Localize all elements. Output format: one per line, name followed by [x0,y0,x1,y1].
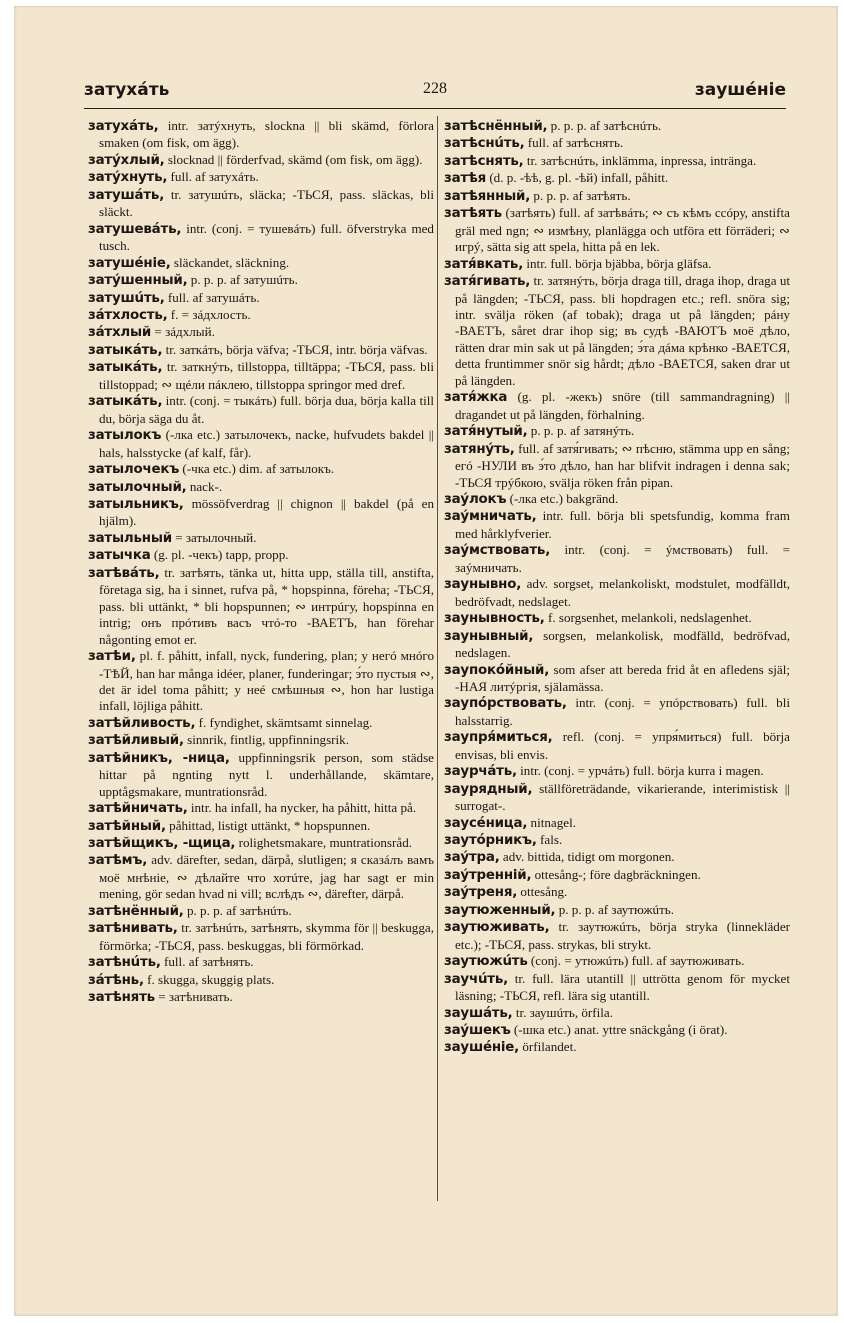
dictionary-entry [444,919,790,953]
dictionary-entry [88,989,434,1006]
entry-definition: = зáдхлый. [154,324,215,340]
entry-headword: затя́жка [444,390,508,406]
dictionary-entry [444,1039,790,1056]
entry-headword: заýшекъ [444,1023,511,1039]
entry-definition: ottesång-; före dagbräckningen. [534,866,701,882]
entry-definition: påhittad, listigt uttänkt, * hopspunnen. [169,817,371,833]
dictionary-entry [88,565,434,648]
entry-headword: заусéница, [444,815,528,831]
dictionary-entry [88,169,434,186]
entry-headword: заутюжúть [444,954,528,970]
dictionary-entry [444,135,790,152]
dictionary-entry [444,1022,790,1039]
entry-headword: затухáть, [88,119,159,134]
entry-definition: (-лка etc.) bakgränd. [509,490,619,506]
entry-headword: затылочекъ [88,462,180,478]
entry-headword: затыкáть, [88,360,163,376]
entry-definition: f. fyndighet, skämtsamt sinnelag. [198,714,373,730]
dictionary-entry [444,867,790,884]
entry-definition: sorgsen, melankolisk, modfälld, bedröfvad, nedslagen. [455,627,790,661]
entry-headword: затѣйливость, [88,715,196,731]
entry-definition: intr. (conj. = ýмствовать) full. = заýмничать. [455,542,790,575]
entry-definition: = затѣнивать. [158,989,233,1005]
entry-definition: intr. full. börja bli spetsfundig, komma fram med hårklyfverier. [455,508,790,541]
entry-definition: p. p. p. af затѣснúть. [550,118,662,133]
dictionary-entry [88,359,434,393]
entry-headword: затýхнуть, [88,170,168,186]
entry-definition: intr. (conj. = тыкáть) full. börja dua, börja kalla till du, börja säga du åt. [99,393,434,426]
dictionary-entry [88,954,434,971]
entry-headword: заýлокъ [444,491,507,507]
dictionary-entry [444,576,790,610]
dictionary-entry [444,153,790,170]
dictionary-entry [88,118,434,152]
entry-headword: затѣянный, [444,188,531,204]
dictionary-entry [444,256,790,273]
entry-headword: затѣнять [88,990,155,1006]
entry-headword: заупóрствовать, [444,696,567,712]
entry-definition: f. = зáдхлость. [170,306,251,322]
entry-headword: заунывность, [444,611,545,627]
entry-definition: p. p. p. af затянýть. [530,423,635,439]
entry-definition: full. af затя́гивать; ∾ пѣсню, stämma upp en sång; егó -НУЛИ въ э́то дѣло, han har blifvit indragen i denna sak; -ТЬСЯ трýбкою, svälja röken från pipan. [455,440,790,490]
dictionary-entry [444,662,790,696]
entry-headword: заýтра, [444,850,500,866]
entry-definition: intr. full. börja bjäbba, börja gläfsa. [526,255,712,271]
entry-headword: затыкáть, [88,394,163,410]
entry-definition: (-шка etc.) anat. yttre snäckgång (i örat). [513,1022,728,1038]
entry-headword: затянýть, [444,441,515,457]
entry-headword: затя́гивать, [444,274,531,290]
entry-headword: затѣи, [88,649,136,665]
entry-definition: nack-. [189,478,223,494]
dictionary-entry [88,920,434,954]
entry-definition: (g. pl. -чекъ) tapp, propp. [153,547,289,563]
entry-definition: full. af затѣнять. [164,954,254,970]
entry-headword: заутюженный, [444,902,556,918]
entry-definition: f. sorgsenhet, melankoli, nedslagenhet. [547,610,752,626]
entry-definition: adv. sorgset, melankoliskt, modstulet, modfälldt, bedröfvadt, nedslaget. [455,576,790,609]
entry-definition: tr. затянýть, börja draga till, draga ihop, draga ut på längden; -ТЬСЯ, pass. bli hopdragen etc.; refl. snöra sig; intr. svälja röken (af tobak); draga ut på längden; рáну -ВАЕТЪ, såret drar ihop sig; въ судѣ -ВАЮТЪ моё дѣло, rätten drar min sak ut på längden; э́та дáма крѣнко -ВАЕТСЯ, detta fruntimmer snör sig hårdt; дѣло -ВАЕТСЯ, saken drar ut på längden. [455,273,791,388]
entry-headword: затѣснúть, [444,136,525,152]
entry-definition: (d. p. -ѣѣ, g. pl. -ѣй) infall, påhitt. [489,170,669,186]
entry-definition: tr. затѣснúть, inklämma, inpressa, intränga. [526,152,757,168]
entry-headword: затѣснять, [444,153,524,169]
dictionary-entry [88,648,434,715]
entry-headword: затѣнивать, [88,921,178,937]
dictionary-entry [444,729,790,763]
dictionary-entry [444,849,790,866]
dictionary-entry [444,832,790,849]
dictionary-entry [88,530,434,547]
dictionary-entry [444,695,790,729]
entry-headword: заýмничать, [444,509,537,525]
entry-headword: заýтренній, [444,867,532,883]
dictionary-entry [444,423,790,440]
dictionary-entry [444,610,790,627]
dictionary-entry [444,763,790,780]
entry-definition: intr. (conj. = урчáть) full. börja kurra i magen. [520,763,764,779]
entry-definition: ställföreträdande, vikarierande, interimistisk || surrogat-. [455,780,791,814]
header-right-guideword: заушéніе [694,80,786,100]
entry-headword: затушáть, [88,187,165,203]
entry-headword: заунывный, [444,628,534,644]
dictionary-entry [444,971,790,1005]
entry-definition: adv. bittida, tidigt om morgonen. [502,849,675,865]
entry-headword: заурчáть, [444,764,517,780]
entry-headword: зáтхлость, [88,307,168,323]
entry-definition: mössöfverdrag || chignon || bakdel (på en hjälm). [99,495,434,529]
dictionary-entry [88,852,434,902]
entry-definition: tr. заутюжúть, börja stryka (linnekläder etc.); -ТЬСЯ, pass. strykas, bli strykt. [455,919,790,952]
entry-headword: затýшенный, [88,273,188,289]
dictionary-entry [88,972,434,989]
entry-definition: full. af затѣснять. [527,135,624,151]
dictionary-entry [88,835,434,852]
entry-definition: (conj. = утюжúть) full. af заутюживать. [530,953,745,969]
dictionary-entry [444,389,790,423]
dictionary-entry [88,496,434,530]
entry-headword: затыкáть, [88,342,163,358]
entry-headword: затѣснённый, [444,119,548,134]
dictionary-entry [88,750,434,800]
entry-headword: затѣйный, [88,818,166,834]
entry-headword: заунывно, [444,577,522,593]
entry-definition: = затылочный. [175,529,257,545]
dictionary-entry [88,461,434,478]
dictionary-entry [444,884,790,901]
entry-headword: затѣмъ, [88,853,148,869]
dictionary-entry [88,903,434,920]
entry-definition: intr. (conj. = тушевáть) full. öfverstryka med tusch. [99,220,434,254]
dictionary-entry [88,342,434,359]
header-rule [84,108,786,109]
entry-headword: затýхлый, [88,152,165,168]
entry-headword: затылокъ [88,428,162,444]
page-number: 228 [423,80,447,97]
entry-headword: затѣнённый, [88,903,184,919]
entry-headword: затѣя [444,171,487,187]
entry-headword: затѣйливый, [88,733,184,749]
dictionary-entry [444,205,790,255]
column-divider [437,116,438,1201]
entry-headword: затѣйникъ, -ница, [88,750,230,766]
dictionary-entry [88,547,434,564]
right-column [444,118,790,1057]
entry-headword: затѣнúть, [88,955,161,971]
entry-headword: затѣвáть, [88,565,160,581]
entry-definition: tr. заткáть, börja väfva; -ТЬСЯ, intr. börja väfvas. [165,341,428,357]
entry-definition: full. af затухáть. [170,169,259,185]
entry-definition: (затѣять) full. af затѣвáть; ∾ съ кѣмъ ссóру, anstifta gräl med ngn; ∾ измѣну, planlägga och utföra ett förräderi; ∾ игрý, sätta sig att spela, hitta på en lek. [455,205,790,255]
entry-definition: intr. ha infall, ha nycker, ha påhitt, hitta på. [190,800,417,816]
entry-headword: заушáть, [444,1005,513,1021]
dictionary-entry [444,628,790,662]
entry-definition: intr. (conj. = упóрствовать) full. bli halsstarrig. [455,695,790,728]
dictionary-entry [444,188,790,205]
entry-headword: зáтхлый [88,325,152,341]
entry-headword: затѣять [444,206,502,222]
dictionary-entry [444,441,790,491]
entry-definition: tr. заткнýть, tillstoppa, tilltäppa; -ТЬСЯ, pass. bli tillstoppad; ∾ щéли пáклею, tillstoppa springor med dref. [99,359,434,392]
dictionary-entry [444,170,790,187]
dictionary-entry [444,902,790,919]
page-header [84,74,786,104]
entry-headword: затушúть, [88,290,165,306]
dictionary-entry [444,118,790,135]
entry-headword: затушéніе, [88,255,171,271]
entry-definition: full. af затушáть. [167,289,260,305]
entry-headword: затыльникъ, [88,496,184,512]
entry-definition: (-лка etc.) затылочекъ, nacke, hufvudets bakdel || hals, halsstycke (af kalf, får). [99,427,435,460]
entry-definition: nitnagel. [530,814,576,830]
entry-headword: затыльный [88,530,172,546]
entry-definition: p. p. p. af затѣять. [533,187,631,203]
entry-definition: p. p. p. af заутюжúть. [558,901,675,917]
dictionary-entry [88,732,434,749]
left-column [88,118,434,1007]
entry-headword: заучúть, [444,971,508,987]
entry-definition: ottesång. [520,884,568,900]
dictionary-entry [444,508,790,542]
dictionary-entry [444,815,790,832]
dictionary-entry [444,1005,790,1022]
dictionary-entry [444,953,790,970]
entry-definition: uppfinningsrik person, som städse hittar på ngnting nytt l. underhållande, skämtare, upptågsmakare, muntrationsråd. [99,749,434,799]
entry-definition: (-чка etc.) dim. af затылокъ. [182,461,335,477]
entry-definition: som afser att bereda frid åt en afledens själ; -НАЯ литýргія, själamässa. [455,661,790,694]
entry-headword: заýмствовать, [444,543,551,559]
dictionary-entry [88,187,434,221]
entry-definition: adv. därefter, sedan, därpå, slutligen; я сказáлъ вамъ моё мнѣніе, ∾ дѣлайте что хотúте, jag har sagt er min mening, gör sedan hvad ni vill; вслѣдъ ∾, därefter, därpå. [99,852,434,902]
dictionary-entry [88,221,434,255]
entry-headword: затя́вкать, [444,256,524,272]
dictionary-entry [88,800,434,817]
entry-definition: (g. pl. -жекъ) snöre (till sammandragning) || dragandet ut på längden, förhalning. [455,389,790,422]
entry-definition: p. p. p. af затѣнúть. [186,902,292,918]
dictionary-entry [88,290,434,307]
entry-headword: заутóрникъ, [444,833,537,849]
dictionary-entry [88,818,434,835]
entry-definition: tr. заушúть, örfila. [515,1004,613,1020]
entry-definition: p. p. p. af затушúть. [190,272,298,288]
dictionary-entry [88,427,434,461]
dictionary-entry [444,781,790,815]
dictionary-entry [444,273,790,389]
entry-definition: tr. затѣнúть, затѣнять, skymma för || beskugga, förmörka; -ТЬСЯ, pass. beskuggas, bli förmörkad. [99,920,434,953]
entry-headword: затушевáть, [88,221,182,237]
entry-headword: заушéніе, [444,1040,520,1056]
dictionary-entry [88,152,434,169]
entry-definition: tr. full. lära utantill || uttrötta genom för mycket läsning; -ТЬСЯ, refl. lära sig utantill. [455,970,790,1004]
entry-headword: затя́нутый, [444,424,528,440]
entry-definition: pl. f. påhitt, infall, nyck, fundering, plan; у негó мнóго -ТѢЙ, han har många idéer, planer, funderingar; э́то пустыя ∾, det är idel toma påhitt; у неé смѣшныя ∾, hon har lustiga infall, löjliga påhitt. [99,648,434,714]
entry-headword: затылочный, [88,479,187,495]
entry-definition: f. skugga, skuggig plats. [147,971,275,987]
entry-definition: tr. затѣять, tänka ut, hitta upp, ställa till, anstifta, företaga sig, ha i sinnet, rufva på, * hopspinna, föreha; -ТЬСЯ, pass. bli uttänkt, * bli hopspunnen; ∾ интрúгу, hopspinna en intrig; онъ прóтивъ васъ чтó-то -ВАЕТЪ, han förehar någonting emot er. [99,564,434,647]
dictionary-entry [88,272,434,289]
entry-headword: заупокóйный, [444,662,550,678]
entry-definition: tr. затушúть, släcka; -ТЬСЯ, pass. släckas, bli släckt. [99,186,434,220]
entry-definition: sinnrik, fintlig, uppfinningsrik. [187,732,349,748]
dictionary-entry [88,255,434,272]
entry-definition: släckandet, släckning. [173,254,290,270]
dictionary-entry [88,479,434,496]
entry-headword: заýтреня, [444,885,518,901]
entry-headword: заутюживать, [444,920,550,936]
dictionary-entry [88,393,434,427]
entry-definition: intr. затýхнуть, slockna || bli skämd, förlora smaken (om fisk, om ägg). [99,118,434,151]
entry-headword: зáтѣнь, [88,972,144,988]
header-left-guideword: затухáть [84,80,170,100]
dictionary-entry [444,491,790,508]
entry-headword: затѣйщикъ, -щица, [88,836,236,852]
entry-definition: slocknad || förderfvad, skämd (om fisk, om ägg). [167,151,423,167]
dictionary-entry [88,715,434,732]
entry-headword: затѣйничать, [88,801,188,817]
dictionary-entry [444,542,790,576]
entry-definition: rolighetsmakare, muntrationsråd. [238,835,413,851]
entry-definition: örfilandet. [522,1039,577,1055]
entry-headword: затычка [88,548,151,564]
dictionary-entry [88,307,434,324]
dictionary-entry [88,324,434,341]
entry-definition: refl. (conj. = упря́миться) full. börja envisas, bli envis. [455,729,790,762]
entry-definition: fals. [540,832,563,848]
entry-headword: заурядный, [444,781,533,797]
entry-headword: заупря́миться, [444,730,553,746]
